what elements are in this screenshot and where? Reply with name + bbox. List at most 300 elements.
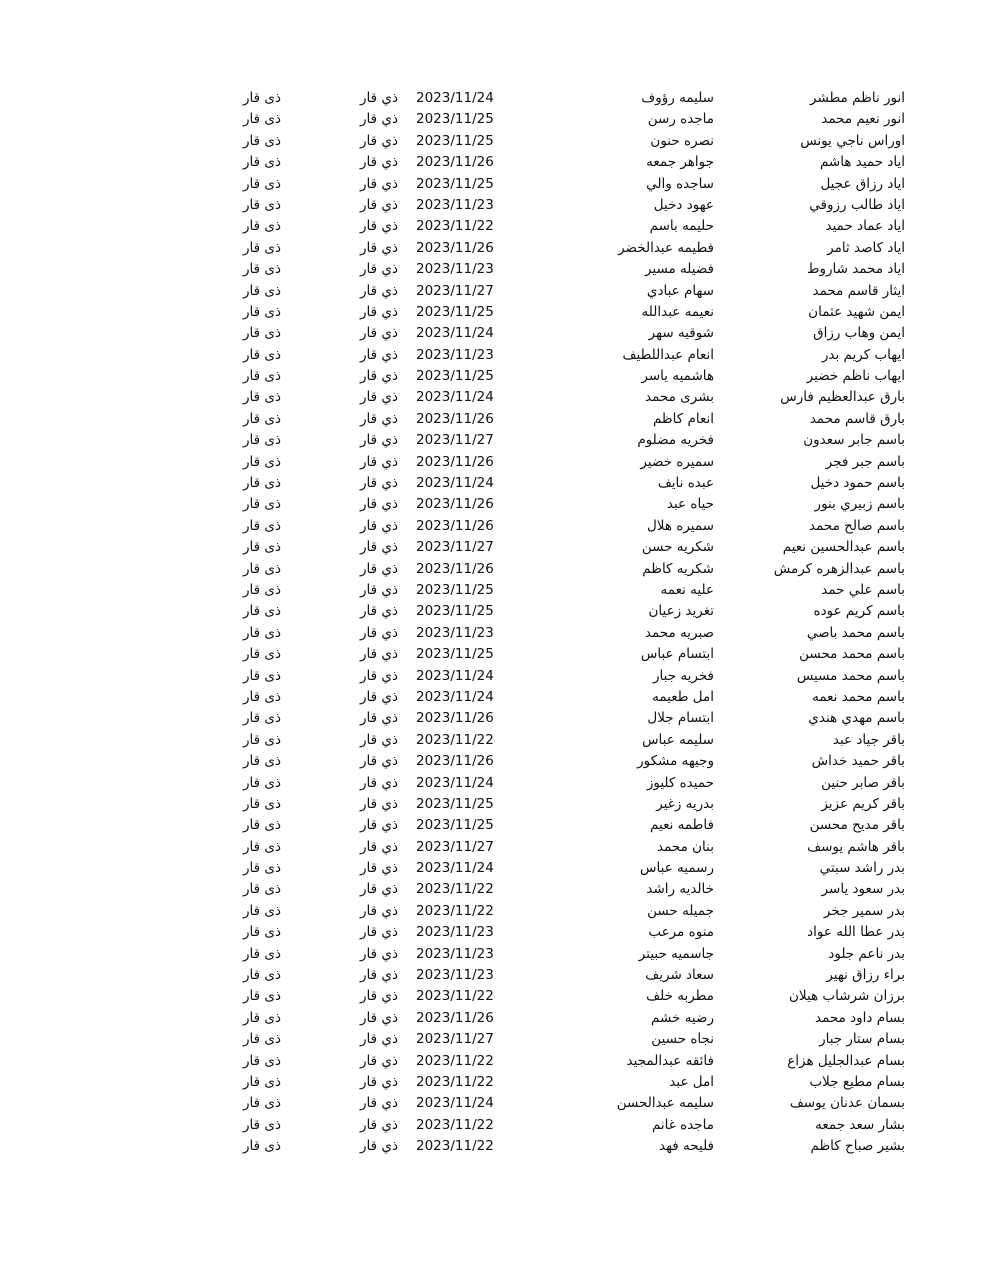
person-name: ايمن وهاب رزاق <box>813 325 905 342</box>
record-date: 2023/11/26 <box>416 710 494 727</box>
governorate-secondary: ذى قار <box>243 346 281 363</box>
record-date: 2023/11/25 <box>416 303 494 320</box>
governorate: ذي قار <box>360 453 398 470</box>
person-name: باقر مديح محسن <box>809 817 905 834</box>
governorate-secondary: ذى قار <box>243 603 281 620</box>
list-item <box>0 216 989 237</box>
record-date: 2023/11/25 <box>416 795 494 812</box>
list-item <box>0 644 989 665</box>
governorate-secondary: ذى قار <box>243 303 281 320</box>
record-date: 2023/11/23 <box>416 624 494 641</box>
record-date: 2023/11/27 <box>416 432 494 449</box>
governorate: ذي قار <box>360 667 398 684</box>
person-name: اياد كاصد ثامر <box>827 239 905 256</box>
mother-name: عليه نعمه <box>660 581 714 598</box>
governorate: ذي قار <box>360 1138 398 1155</box>
person-name: براء رزاق نهير <box>826 967 905 984</box>
governorate: ذي قار <box>360 624 398 641</box>
governorate-secondary: ذى قار <box>243 1073 281 1090</box>
governorate-secondary: ذى قار <box>243 453 281 470</box>
record-date: 2023/11/25 <box>416 646 494 663</box>
list-item <box>0 986 989 1007</box>
record-date: 2023/11/23 <box>416 196 494 213</box>
record-date: 2023/11/22 <box>416 1116 494 1133</box>
record-date: 2023/11/25 <box>416 603 494 620</box>
governorate-secondary: ذى قار <box>243 496 281 513</box>
person-name: باقر جياد عبد <box>832 731 905 748</box>
list-item <box>0 858 989 879</box>
person-name: بسام مطيع جلاب <box>809 1073 905 1090</box>
list-item <box>0 259 989 280</box>
record-date: 2023/11/22 <box>416 731 494 748</box>
record-date: 2023/11/26 <box>416 453 494 470</box>
governorate: ذي قار <box>360 1031 398 1048</box>
list-item <box>0 751 989 772</box>
governorate-secondary: ذى قار <box>243 517 281 534</box>
mother-name: جاسميه حبيتر <box>638 945 714 962</box>
person-name: اوراس ناجي يونس <box>800 132 905 149</box>
mother-name: تغريد زعيان <box>648 603 714 620</box>
governorate-secondary: ذى قار <box>243 1009 281 1026</box>
governorate: ذي قار <box>360 368 398 385</box>
record-date: 2023/11/27 <box>416 539 494 556</box>
mother-name: ابتسام عباس <box>640 646 714 663</box>
record-date: 2023/11/23 <box>416 967 494 984</box>
record-date: 2023/11/26 <box>416 239 494 256</box>
governorate-secondary: ذى قار <box>243 261 281 278</box>
person-name: ايمن شهيد عثمان <box>808 303 905 320</box>
person-name: بدر سعود ياسر <box>821 881 905 898</box>
mother-name: بدريه زغير <box>656 795 714 812</box>
person-name: بسام داود محمد <box>815 1009 905 1026</box>
list-item <box>0 345 989 366</box>
governorate-secondary: ذى قار <box>243 731 281 748</box>
mother-name: سليمه عبدالحسن <box>616 1095 714 1112</box>
governorate: ذي قار <box>360 646 398 663</box>
governorate-secondary: ذى قار <box>243 924 281 941</box>
record-date: 2023/11/22 <box>416 218 494 235</box>
record-date: 2023/11/22 <box>416 881 494 898</box>
record-date: 2023/11/24 <box>416 475 494 492</box>
governorate-secondary: ذى قار <box>243 1052 281 1069</box>
record-date: 2023/11/25 <box>416 817 494 834</box>
mother-name: سميره خضير <box>640 453 714 470</box>
governorate-secondary: ذى قار <box>243 218 281 235</box>
record-date: 2023/11/23 <box>416 346 494 363</box>
person-name: بشار سعد جمعه <box>815 1116 905 1133</box>
mother-name: فطيمه عبدالخضر <box>618 239 714 256</box>
list-item <box>0 1051 989 1072</box>
governorate: ذي قار <box>360 90 398 106</box>
governorate-secondary: ذى قار <box>243 325 281 342</box>
governorate: ذي قار <box>360 282 398 299</box>
person-name: باسم محمد نعمه <box>812 688 905 705</box>
person-name: باسم عبدالحسين نعيم <box>782 539 905 556</box>
person-name: باقر حميد خداش <box>811 753 905 770</box>
record-date: 2023/11/25 <box>416 581 494 598</box>
governorate: ذي قار <box>360 560 398 577</box>
mother-name: شكريه حسن <box>641 539 714 556</box>
governorate-secondary: ذى قار <box>243 1031 281 1048</box>
mother-name: شكريه كاظم <box>642 560 714 577</box>
person-name: باسم كريم عوده <box>813 603 905 620</box>
governorate: ذي قار <box>360 1095 398 1112</box>
list-item <box>0 666 989 687</box>
governorate: ذي قار <box>360 924 398 941</box>
governorate-secondary: ذى قار <box>243 111 281 128</box>
mother-name: ماجده غانم <box>651 1116 714 1133</box>
record-date: 2023/11/23 <box>416 261 494 278</box>
list-item <box>0 773 989 794</box>
mother-name: منوه مرعب <box>648 924 714 941</box>
list-item <box>0 794 989 815</box>
governorate: ذي قار <box>360 817 398 834</box>
governorate-secondary: ذى قار <box>243 795 281 812</box>
governorate: ذي قار <box>360 881 398 898</box>
mother-name: خالديه راشد <box>646 881 714 898</box>
governorate: ذي قار <box>360 389 398 406</box>
governorate-secondary: ذى قار <box>243 1116 281 1133</box>
list-item <box>0 623 989 644</box>
record-date: 2023/11/25 <box>416 132 494 149</box>
person-name: باسم حمود دخيل <box>810 475 905 492</box>
record-date: 2023/11/22 <box>416 988 494 1005</box>
list-item <box>0 837 989 858</box>
mother-name: مطربه خلف <box>646 988 714 1005</box>
mother-name: فائقه عبدالمجيد <box>626 1052 714 1069</box>
governorate-secondary: ذى قار <box>243 132 281 149</box>
mother-name: ابتسام جلال <box>647 710 714 727</box>
governorate-secondary: ذى قار <box>243 988 281 1005</box>
list-item <box>0 152 989 173</box>
record-date: 2023/11/26 <box>416 496 494 513</box>
list-item <box>0 537 989 558</box>
governorate-secondary: ذى قار <box>243 624 281 641</box>
person-name: باسم مهدي هندي <box>808 710 905 727</box>
governorate-secondary: ذى قار <box>243 154 281 171</box>
governorate-secondary: ذى قار <box>243 753 281 770</box>
mother-name: فضيله مسير <box>644 261 714 278</box>
mother-name: صبريه محمد <box>644 624 714 641</box>
mother-name: فاطمه نعيم <box>650 817 714 834</box>
governorate: ذي قار <box>360 239 398 256</box>
list-item <box>0 88 989 109</box>
mother-name: شوقيه سهر <box>648 325 714 342</box>
mother-name: جميله حسن <box>647 902 714 919</box>
mother-name: بشرى محمد <box>645 389 714 406</box>
governorate: ذي قار <box>360 517 398 534</box>
list-item <box>0 473 989 494</box>
governorate: ذي قار <box>360 967 398 984</box>
governorate-secondary: ذى قار <box>243 175 281 192</box>
governorate: ذي قار <box>360 132 398 149</box>
person-name: اياد عماد حميد <box>825 218 905 235</box>
record-date: 2023/11/23 <box>416 924 494 941</box>
mother-name: نعيمه عبدالله <box>641 303 714 320</box>
mother-name: عهود دخيل <box>653 196 714 213</box>
person-name: ايثار قاسم محمد <box>812 282 905 299</box>
governorate: ذي قار <box>360 218 398 235</box>
list-item <box>0 1072 989 1093</box>
mother-name: رسميه عباس <box>640 860 714 877</box>
list-item <box>0 195 989 216</box>
governorate: ذي قار <box>360 346 398 363</box>
person-name: باقر كريم عزيز <box>821 795 905 812</box>
governorate-secondary: ذى قار <box>243 646 281 663</box>
governorate-secondary: ذى قار <box>243 282 281 299</box>
list-item <box>0 901 989 922</box>
governorate: ذي قار <box>360 988 398 1005</box>
governorate: ذي قار <box>360 795 398 812</box>
record-date: 2023/11/26 <box>416 560 494 577</box>
governorate: ذي قار <box>360 1009 398 1026</box>
list-item <box>0 944 989 965</box>
list-item <box>0 131 989 152</box>
record-date: 2023/11/26 <box>416 517 494 534</box>
governorate: ذي قار <box>360 496 398 513</box>
mother-name: جواهر جمعه <box>646 154 714 171</box>
person-name: اياد محمد شاروط <box>806 261 905 278</box>
list-item <box>0 687 989 708</box>
governorate: ذي قار <box>360 303 398 320</box>
governorate-secondary: ذى قار <box>243 1095 281 1112</box>
person-name: بدر راشد سبتي <box>819 860 905 877</box>
mother-name: سعاد شريف <box>645 967 714 984</box>
record-date: 2023/11/25 <box>416 111 494 128</box>
governorate-secondary: ذى قار <box>243 389 281 406</box>
mother-name: سميره هلال <box>647 517 714 534</box>
mother-name: امل عبد <box>669 1073 714 1090</box>
person-name: باقر هاشم يوسف <box>807 838 905 855</box>
record-date: 2023/11/26 <box>416 753 494 770</box>
mother-name: هاشميه ياسر <box>641 368 714 385</box>
record-date: 2023/11/27 <box>416 838 494 855</box>
mother-name: فليحه فهد <box>658 1138 714 1155</box>
record-date: 2023/11/24 <box>416 90 494 106</box>
person-name: باسم محمد محسن <box>799 646 905 663</box>
mother-name: سهام عبادي <box>646 282 714 299</box>
record-date: 2023/11/26 <box>416 410 494 427</box>
governorate: ذي قار <box>360 261 398 278</box>
mother-name: حليمه باسم <box>649 218 714 235</box>
governorate-secondary: ذى قار <box>243 945 281 962</box>
governorate: ذي قار <box>360 753 398 770</box>
list-item <box>0 109 989 130</box>
governorate-secondary: ذى قار <box>243 881 281 898</box>
list-item <box>0 323 989 344</box>
mother-name: انعام عبداللطيف <box>622 346 714 363</box>
list-item <box>0 601 989 622</box>
governorate: ذي قار <box>360 410 398 427</box>
governorate-secondary: ذى قار <box>243 239 281 256</box>
governorate-secondary: ذى قار <box>243 710 281 727</box>
governorate-secondary: ذى قار <box>243 539 281 556</box>
list-item <box>0 815 989 836</box>
person-name: باسم عبدالزهره كرمش <box>773 560 905 577</box>
governorate-secondary: ذى قار <box>243 817 281 834</box>
list-item <box>0 302 989 323</box>
person-name: باسم محمد باصي <box>806 624 905 641</box>
list-item <box>0 238 989 259</box>
record-date: 2023/11/25 <box>416 368 494 385</box>
mother-name: سليمه عباس <box>642 731 714 748</box>
governorate: ذي قار <box>360 154 398 171</box>
person-name: باسم علي حمد <box>821 581 905 598</box>
governorate-secondary: ذى قار <box>243 838 281 855</box>
governorate: ذي قار <box>360 838 398 855</box>
person-name: اياد طالب رزوقي <box>809 196 905 213</box>
list-item <box>0 559 989 580</box>
governorate-secondary: ذى قار <box>243 432 281 449</box>
person-name: باسم زبيري بنور <box>814 496 905 513</box>
person-name: بارق قاسم محمد <box>809 410 905 427</box>
record-date: 2023/11/27 <box>416 1031 494 1048</box>
list-item <box>0 965 989 986</box>
mother-name: رضيه خشم <box>651 1009 714 1026</box>
governorate-secondary: ذى قار <box>243 667 281 684</box>
governorate: ذي قار <box>360 688 398 705</box>
list-item <box>0 1008 989 1029</box>
list-item <box>0 922 989 943</box>
governorate-secondary: ذى قار <box>243 475 281 492</box>
record-date: 2023/11/24 <box>416 860 494 877</box>
mother-name: ماجده رسن <box>647 111 714 128</box>
mother-name: سليمه رؤوف <box>641 90 714 106</box>
governorate: ذي قار <box>360 860 398 877</box>
governorate-secondary: ذى قار <box>243 688 281 705</box>
person-name: اياد رزاق عجيل <box>820 175 905 192</box>
mother-name: انعام كاظم <box>652 410 714 427</box>
person-name: باقر صابر حنين <box>821 774 905 791</box>
governorate-secondary: ذى قار <box>243 90 281 106</box>
record-date: 2023/11/27 <box>416 282 494 299</box>
record-date: 2023/11/24 <box>416 667 494 684</box>
record-date: 2023/11/26 <box>416 154 494 171</box>
person-name: بشير صباح كاظم <box>810 1138 905 1155</box>
governorate-secondary: ذى قار <box>243 368 281 385</box>
governorate: ذي قار <box>360 581 398 598</box>
governorate: ذي قار <box>360 603 398 620</box>
person-name: باسم جبر فجر <box>825 453 905 470</box>
governorate-secondary: ذى قار <box>243 410 281 427</box>
record-date: 2023/11/22 <box>416 1073 494 1090</box>
governorate: ذي قار <box>360 432 398 449</box>
governorate: ذي قار <box>360 475 398 492</box>
governorate: ذي قار <box>360 945 398 962</box>
governorate-secondary: ذى قار <box>243 196 281 213</box>
record-date: 2023/11/22 <box>416 902 494 919</box>
list-item <box>0 1136 989 1157</box>
person-name: ايهاب كريم بدر <box>821 346 905 363</box>
list-item <box>0 409 989 430</box>
list-item <box>0 1093 989 1114</box>
governorate-secondary: ذى قار <box>243 1138 281 1155</box>
person-name: انور ناظم مطشر <box>810 90 905 106</box>
record-date: 2023/11/25 <box>416 175 494 192</box>
governorate-secondary: ذى قار <box>243 560 281 577</box>
record-date: 2023/11/22 <box>416 1052 494 1069</box>
governorate: ذي قار <box>360 196 398 213</box>
governorate: ذي قار <box>360 325 398 342</box>
list-item <box>0 580 989 601</box>
governorate: ذي قار <box>360 774 398 791</box>
mother-name: امل طعيمه <box>652 688 714 705</box>
person-name: بسام ستار جبار <box>819 1031 905 1048</box>
person-name: باسم صالح محمد <box>809 517 905 534</box>
mother-name: فخريه مضلوم <box>637 432 714 449</box>
person-name: اياد حميد هاشم <box>819 154 905 171</box>
person-name: برزان شرشاب هيلان <box>788 988 905 1005</box>
governorate: ذي قار <box>360 731 398 748</box>
record-date: 2023/11/22 <box>416 1138 494 1155</box>
record-date: 2023/11/24 <box>416 1095 494 1112</box>
record-date: 2023/11/24 <box>416 389 494 406</box>
governorate-secondary: ذى قار <box>243 581 281 598</box>
governorate-secondary: ذى قار <box>243 860 281 877</box>
governorate: ذي قار <box>360 175 398 192</box>
person-name: بدر عطا الله عواد <box>807 924 905 941</box>
mother-name: نصره حنون <box>650 132 714 149</box>
record-date: 2023/11/24 <box>416 774 494 791</box>
mother-name: ساجده والي <box>646 175 714 192</box>
person-name: بارق عبدالعظيم فارس <box>780 389 905 406</box>
mother-name: وجيهه مشكور <box>637 753 714 770</box>
list-item <box>0 516 989 537</box>
record-date: 2023/11/26 <box>416 1009 494 1026</box>
list-item <box>0 452 989 473</box>
record-date: 2023/11/23 <box>416 945 494 962</box>
list-item <box>0 387 989 408</box>
list-item <box>0 366 989 387</box>
governorate: ذي قار <box>360 539 398 556</box>
records-list <box>0 88 989 1158</box>
governorate-secondary: ذى قار <box>243 902 281 919</box>
mother-name: نجاه حسين <box>651 1031 714 1048</box>
person-name: باسم محمد مسيس <box>796 667 905 684</box>
list-item <box>0 730 989 751</box>
list-item <box>0 879 989 900</box>
person-name: بسمان عدنان يوسف <box>789 1095 905 1112</box>
record-date: 2023/11/24 <box>416 325 494 342</box>
list-item <box>0 708 989 729</box>
governorate: ذي قار <box>360 710 398 727</box>
mother-name: فخريه جبار <box>653 667 714 684</box>
mother-name: حميده كليوز <box>646 774 714 791</box>
list-item <box>0 430 989 451</box>
person-name: باسم جابر سعدون <box>803 432 905 449</box>
mother-name: عبده نايف <box>657 475 714 492</box>
person-name: بدر ناعم جلود <box>828 945 905 962</box>
governorate: ذي قار <box>360 1052 398 1069</box>
governorate: ذي قار <box>360 902 398 919</box>
governorate-secondary: ذى قار <box>243 967 281 984</box>
person-name: انور نعيم محمد <box>821 111 905 128</box>
list-item <box>0 1029 989 1050</box>
record-date: 2023/11/24 <box>416 688 494 705</box>
governorate-secondary: ذى قار <box>243 774 281 791</box>
governorate: ذي قار <box>360 1116 398 1133</box>
list-item <box>0 494 989 515</box>
list-item <box>0 1115 989 1136</box>
list-item <box>0 281 989 302</box>
governorate: ذي قار <box>360 1073 398 1090</box>
mother-name: حياه عبد <box>666 496 714 513</box>
person-name: بدر سمير جخر <box>823 902 905 919</box>
governorate: ذي قار <box>360 111 398 128</box>
person-name: بسام عبدالجليل هزاع <box>787 1052 905 1069</box>
person-name: ايهاب ناظم خضير <box>806 368 905 385</box>
list-item <box>0 174 989 195</box>
